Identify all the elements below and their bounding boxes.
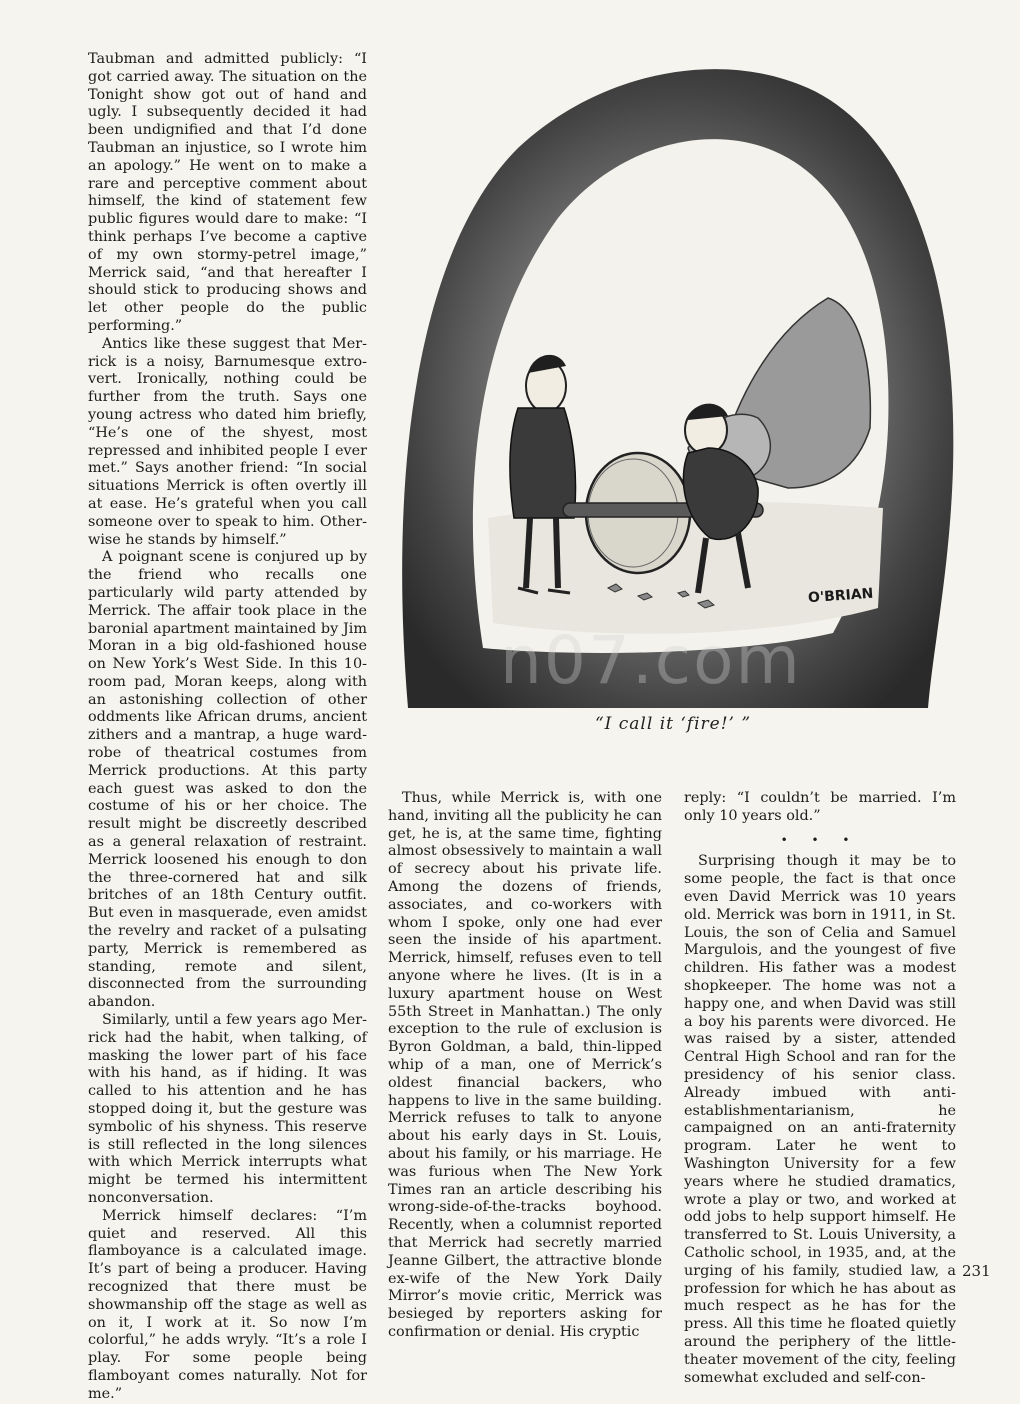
paragraph: Merrick himself declares: “I’m quiet and reserved. All this flamboyance is a calculated image. It’s part of being a producer. Having recognized that there must be showmanship off the stage as well as on it, I work at it. So now I’m colorful,” he adds wryly. “It’s a role I play. For some people being flamboyant comes naturally. Not for me.” [88, 1207, 367, 1402]
section-separator: • • • [780, 832, 860, 847]
paragraph: Taubman and admitted publicly: “I got carried away. The situation on the Tonight show got out of hand and ugly. I subsequently decided it had been undignified and that I’d done Taubman an injustice, so I wrote him an apology.” He went on to make a rare and perceptive comment about himself, the kind of statement few public figures would dare to make: “I think perhaps I’ve become a captive of my own stormy-petrel image,” Merrick said, “and that hereafter I should stick to producing shows and let other people do the public performing.” [88, 51, 367, 334]
article-column-right [684, 790, 956, 1387]
cartoonist-signature: O'BRIAN [807, 585, 874, 607]
paragraph: reply: “I couldn’t be married. I’m only 10 years old.” [684, 790, 956, 824]
paragraph: Similarly, until a few years ago Merrick had the habit, when talking, of masking the lower part of his face with his hand, as if hiding. It was called to his attention and he has stopped doing it, but the gesture was symbolic of his shyness. This reserve is still reflected in the long silences with which Merrick interrupts what might be termed his intermittent nonconversation. [88, 1012, 367, 1206]
cartoon-caption: “I call it ‘fire!’ ” [594, 714, 752, 734]
paragraph: Surprising though it may be to some people, the fact is that once even David Merrick was 10 years old. Merrick was born in 1911, in St. Louis, the son of Celia and Samuel Margulois, and the youngest of five children. His father was a modest shopkeeper. The home was not a happy one, and when David was still a boy his parents were divorced. He was raised by a sister, attended Central High School and ran for the presidency of his senior class. Already imbued with anti-establishmentarianism, he campaigned on an anti-fraternity program. Later he went to Washington University for a few years where he studied dramatics, wrote a play or two, and worked at odd jobs to help support himself. He transferred to St. Louis University, a Catholic school, in 1935, and, at the urging of his family, studied law, a profession for which he has about as much respect as he has for the press. All this time he floated quietly around the periphery of the little-theater movement of the city, feeling somewhat excluded and self-con- [684, 853, 956, 1386]
article-column-left [88, 51, 367, 1404]
page-number: 231 [962, 1262, 991, 1280]
paragraph: A poignant scene is conjured up by the friend who recalls one particularly wild party attended by Merrick. The affair took place in the baronial apartment maintained by Jim Moran in a big old-fashioned house on New York’s West Side. In this 10-room pad, Moran keeps, along with an astonishing collection of other oddments like African drums, ancient zithers and a mantrap, a huge wardrobe of theatrical costumes from Merrick productions. At this party each guest was asked to don the costume of his or her choice. The result might be discreetly described as a general relaxation of restraint. Merrick loosened his enough to don the three-cornered hat and silk britches of an 18th Century outfit. But even in masquerade, even amidst the revelry and racket of a pulsating party, Merrick is remembered as standing, remote and silent, disconnected from the surrounding abandon. [88, 549, 367, 1011]
article-column-middle [388, 790, 662, 1342]
watermark: n07.com [500, 622, 802, 699]
paragraph: Antics like these suggest that Merrick is a noisy, Barnumesque extrovert. Ironically, nothing could be further from the truth. Says one young actress who dated him briefly, “He’s one of the shyest, most repressed and inhibited people I ever met.” Says another friend: “In social situations Merrick is often overtly ill at ease. He’s grateful when you call someone over to speak to him. Otherwise he stands by himself.” [88, 335, 367, 548]
paragraph: Thus, while Merrick is, with one hand, inviting all the publicity he can get, he is, at the same time, fighting almost obsessively to maintain a wall of secrecy about his private life. Among the dozens of friends, associates, and co-workers with whom I spoke, only one had ever seen the inside of his apartment. Merrick, himself, refuses even to tell anyone where he lives. (It is in a luxury apartment house on West 55th Street in Manhattan.) The only exception to the rule of exclusion is Byron Goldman, a bald, thin-lipped whip of a man, one of Merrick’s oldest financial backers, who happens to live in the same building. Merrick refuses to talk to anyone about his early days in St. Louis, about his family, or his marriage. He was furious when The New York Times ran an article describing his wrong-side-of-the-tracks boyhood. Recently, when a columnist reported that Merrick had secretly married Jeanne Gilbert, the attractive blonde ex-wife of the New York Daily Mirror’s movie critic, Merrick was besieged by reporters asking for confirmation or denial. His cryptic [388, 790, 662, 1340]
